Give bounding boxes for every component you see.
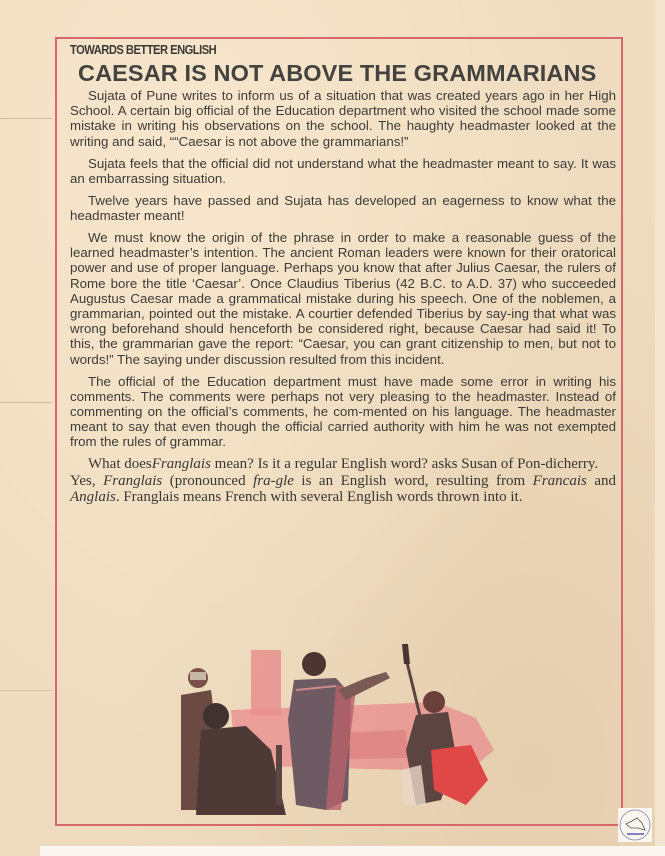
roman-emperor-illustration	[176, 640, 506, 815]
french-term: Francais	[532, 472, 587, 489]
emperor-head	[302, 652, 326, 676]
paragraph: Sujata feels that the official did not understand what the headmaster meant to say. It was an embarrassing situation.	[70, 155, 616, 186]
paragraph: We must know the origin of the phrase in order to make a reasonable guess of the learned headmaster’s intention. The ancient Roman leaders were known for their oratorical power and use of proper language. Perhaps you know that after Julius Caesar, the rulers of Rome bore the title ‘Caesar’. Once Claudius Tiberius (42 B.C. to A.D. 37) who succeeded Augustus Caesar made a grammatical mistake during his speech. One of the noblemen, a grammarian, pointed out the mistake. A courtier defended Tiberius by say-ing that what was wrong beforehand should henceforth be considered right, because Caesar had said it! To this, the grammarian gave the report: “Caesar, you can grant citizenship to men, but not to words!” The saying under discussion resulted from this incident.	[70, 230, 616, 367]
paragraph: The official of the Education department must have made some error in writing his comments. The comments were perhaps not very pleasing to the headmaster. Instead of commenting on the official’s comments, he com-mented on his language. The headmaster meant to say that even though the official carried authority with him he was not exempted from the rules of grammar.	[70, 373, 616, 450]
section-kicker: TOWARDS BETTER ENGLISH	[70, 42, 217, 57]
library-stamp-icon	[618, 808, 652, 842]
pronunciation: fra-gle	[253, 472, 294, 489]
question-term: Franglais	[151, 456, 211, 473]
answer-text: and	[586, 472, 616, 489]
answer-text: Yes,	[70, 472, 104, 489]
question-text: What does	[88, 456, 152, 473]
article-headline: CAESAR IS NOT ABOVE THE GRAMMARIANS	[78, 60, 597, 86]
anglais-term: Anglais	[70, 489, 116, 506]
answer-text: is an English word, resulting from	[293, 472, 533, 489]
page-edge	[655, 0, 665, 856]
fold-crease	[0, 690, 52, 691]
answer-term: Franglais	[103, 472, 163, 489]
reader-question	[70, 456, 616, 473]
answer-text: . Franglais means French with several English words thrown into it.	[115, 489, 523, 506]
answer-text: (pronounced	[162, 472, 254, 489]
paragraph: Sujata of Pune writes to inform us of a situation that was created years ago in her High School. A certain big official of the Education department who visited the school made some mistake in writing his observations on the school. The haughty headmaster looked at the writing and said, ““Caesar is not above the grammarians!”	[70, 88, 616, 149]
question-text: mean? Is it a regular English word? asks Susan of Pon-dicherry.	[210, 456, 599, 473]
article-body	[70, 88, 616, 506]
soldier-head	[423, 691, 445, 713]
illustration-wall	[251, 650, 281, 715]
fold-crease	[0, 118, 52, 119]
paragraph: Twelve years have passed and Sujata has developed an eagerness to know what the headmaster meant!	[70, 192, 616, 224]
emperor-arm	[338, 672, 390, 700]
franglais-qa	[70, 456, 616, 506]
fold-crease	[0, 402, 52, 403]
answer	[70, 473, 616, 506]
page-edge-bottom	[40, 846, 665, 856]
